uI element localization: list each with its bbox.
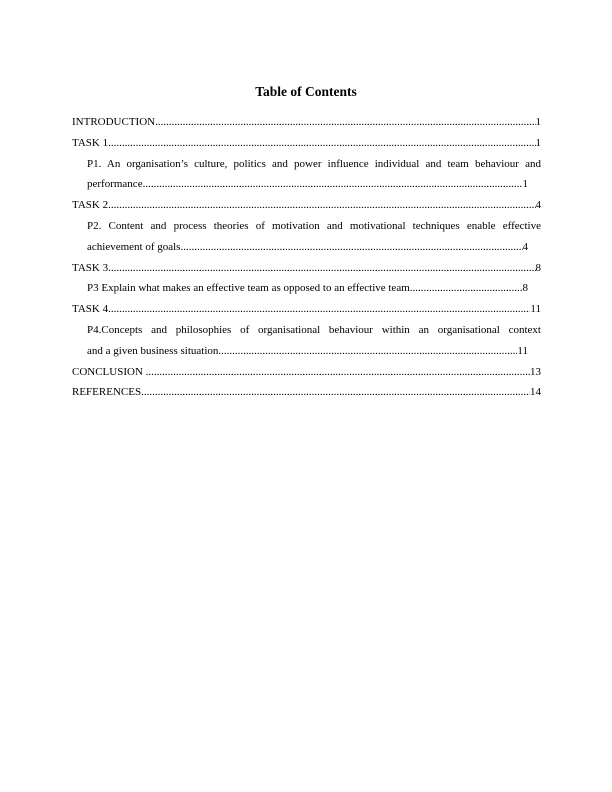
toc-entry-label-line1: P2. Content and process theories of motivation and motivational techniques enable effective <box>87 219 541 232</box>
toc-page-number: 11 <box>517 344 528 357</box>
toc-entry-label-line2: achievement of goals <box>87 240 181 253</box>
toc-leader-dots <box>108 133 535 154</box>
toc-page-number: 14 <box>530 386 541 399</box>
toc-leader-dots <box>141 382 530 403</box>
toc-entry-label: CONCLUSION <box>72 365 146 378</box>
toc-entry-label: TASK 2 <box>72 199 109 212</box>
toc-entry-label: TASK 3 <box>72 261 109 274</box>
toc-entry-p4[interactable] <box>72 320 541 362</box>
toc-entry-label-line2: performance <box>87 178 143 191</box>
toc-page-number: 1 <box>522 178 528 191</box>
toc-entry-label-line1: P1. An organisation’s culture, politics and power influence individual and team behaviour and <box>87 157 541 170</box>
toc-leader-dots <box>143 174 523 195</box>
toc-page-number: 1 <box>535 136 541 149</box>
toc-entry-label: REFERENCES <box>72 386 142 399</box>
toc-entry-label: INTRODUCTION <box>72 116 156 128</box>
toc-leader-dots <box>155 112 535 133</box>
toc-entry-p1[interactable] <box>72 154 541 196</box>
toc-entry-p2[interactable] <box>72 216 541 258</box>
toc-entry-task-2[interactable] <box>72 195 541 216</box>
toc-list <box>72 112 541 403</box>
toc-page-number: 11 <box>530 303 541 316</box>
toc-entry-task-1[interactable] <box>72 133 541 154</box>
toc-entry-label-line1: P4.Concepts and philosophies of organisational behaviour within an organisational context <box>87 323 541 336</box>
toc-entry-introduction[interactable] <box>72 112 541 133</box>
toc-entry-label: TASK 4 <box>72 303 109 316</box>
toc-entry-task-3[interactable] <box>72 258 541 279</box>
toc-leader-dots <box>146 362 530 383</box>
toc-entry-label: P3 Explain what makes an effective team as opposed to an effective team <box>87 282 410 295</box>
toc-page-number: 1 <box>535 116 541 128</box>
toc-page-number: 4 <box>522 240 528 253</box>
toc-page-number: 13 <box>530 365 541 378</box>
toc-leader-dots <box>410 278 523 299</box>
toc-page-number: 8 <box>535 261 541 274</box>
toc-leader-dots <box>108 195 535 216</box>
toc-entry-p3[interactable] <box>72 278 541 299</box>
toc-leader-dots <box>108 299 530 320</box>
toc-page-number: 8 <box>522 282 528 295</box>
toc-entry-label-line2: and a given business situation <box>87 344 219 357</box>
toc-page-number: 4 <box>535 199 541 212</box>
toc-entry-references[interactable] <box>72 382 541 403</box>
toc-entry-label: TASK 1 <box>72 136 109 149</box>
toc-leader-dots <box>218 341 517 362</box>
toc-title: Table of Contents <box>255 84 357 99</box>
toc-leader-dots <box>108 258 535 279</box>
toc-leader-dots <box>180 237 522 258</box>
toc-entry-task-4[interactable] <box>72 299 541 320</box>
toc-entry-conclusion[interactable] <box>72 362 541 383</box>
